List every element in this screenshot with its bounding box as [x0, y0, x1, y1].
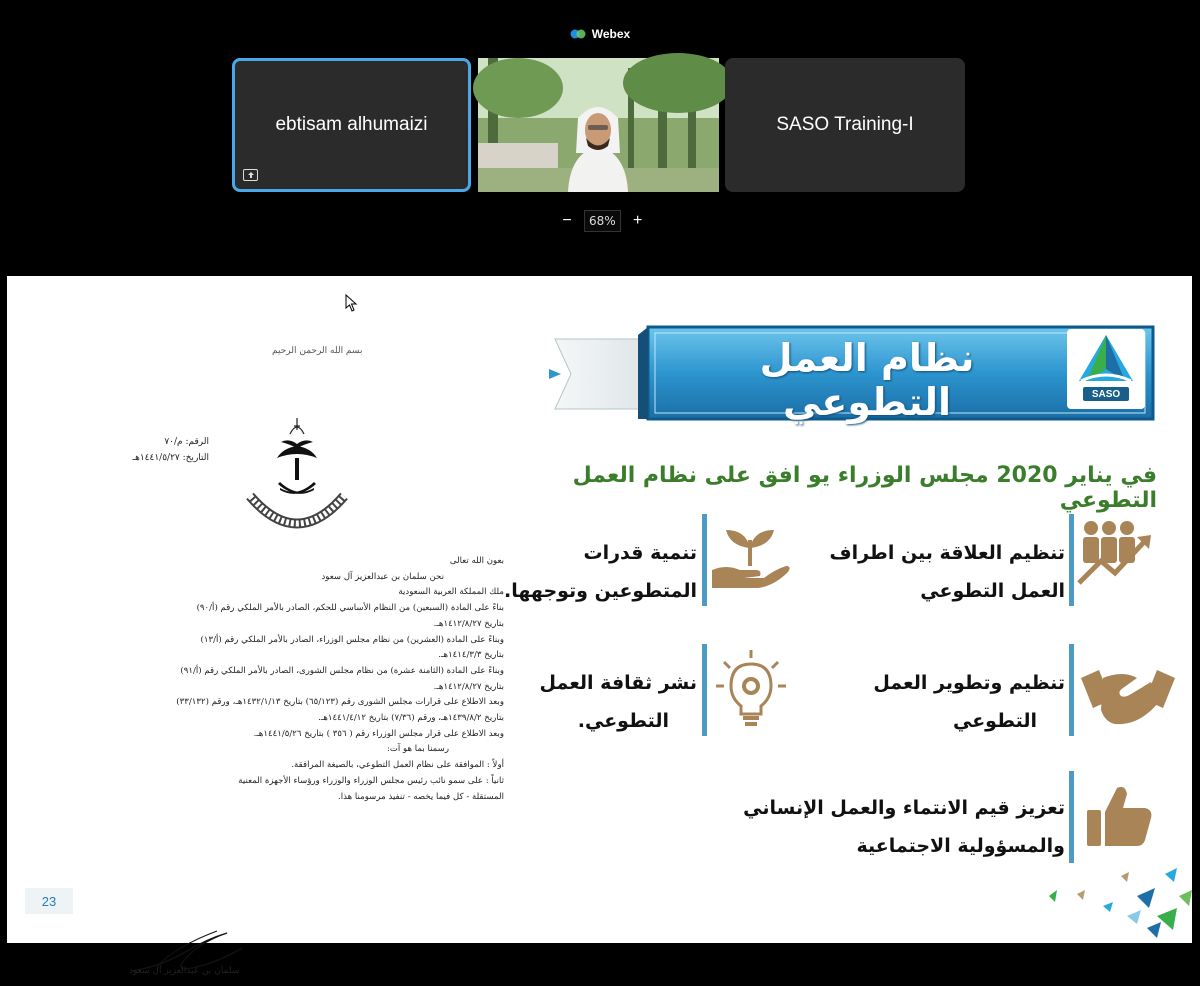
item-develop-capacities	[477, 534, 697, 610]
royal-decree-document	[87, 336, 527, 976]
item-divider	[702, 644, 707, 736]
item-line: العمل التطوعي	[920, 580, 1065, 602]
zoom-level: 68%	[584, 210, 621, 232]
decree-date: التاريخ: ١٤٤١/٥/٢٧هـ	[132, 453, 209, 463]
people-growth-icon	[1075, 519, 1155, 585]
decree-number: الرقم: م/٧٠	[164, 437, 209, 447]
item-line: التطوعي.	[577, 710, 669, 732]
item-line: التطوعي	[952, 710, 1037, 732]
decree-line: المستقلة - كل فيما يخصه - تنفيذ مرسومنا هذا.	[338, 791, 504, 802]
decree-line: بتاريخ ١٤١٤/٣/٣هـ.	[438, 650, 504, 661]
item-line: تنظيم العلاقة بين اطراف	[829, 542, 1065, 564]
participant-video-feed	[478, 58, 719, 192]
item-regulate-relationship	[787, 534, 1065, 610]
page-number: 23	[25, 888, 73, 914]
item-line: المتطوعين وتوجهها.	[504, 580, 697, 602]
item-line: نشر ثقافة العمل	[539, 672, 697, 694]
decorative-triangles	[1037, 866, 1192, 941]
decree-line: ملك المملكة العربية السعودية	[398, 587, 504, 598]
participant-name: SASO Training-I	[776, 114, 914, 135]
participant-tile-ebtisam[interactable]	[232, 58, 471, 192]
decree-line: وبناءً على المادة (العشرين) من نظام مجلس الوزراء، الصادر بالأمر الملكي رقم (أ/١٣)	[200, 634, 504, 645]
participant-tile-saso[interactable]	[725, 58, 965, 192]
item-divider	[1069, 644, 1074, 736]
decree-line: وبعد الاطلاع على قرار مجلس الوزراء رقم ( ٣٥٦ ) بتاريخ ١٤٤١/٥/٢٦هـ.	[253, 728, 504, 739]
handshake-icon	[1081, 666, 1175, 724]
basmala: بسم الله الرحمن الرحيم	[272, 346, 363, 356]
app-name: Webex	[591, 27, 631, 41]
decree-line: نحن سلمان بن عبدالعزيز آل سعود	[321, 571, 444, 582]
decree-line: رسمنا بما هو آت:	[386, 744, 449, 755]
item-divider	[702, 514, 707, 606]
saso-logo-icon	[1067, 329, 1145, 389]
decree-line: وبناءً على المادة (الثامنة عشرة) من نظام مجلس الشورى، الصادر بالأمر الملكي رقم (أ/٩١)	[180, 665, 504, 676]
item-divider	[1069, 771, 1074, 863]
participant-tile-video[interactable]	[478, 58, 719, 192]
zoom-out-button[interactable]: −	[562, 212, 572, 229]
decree-reference	[119, 434, 209, 466]
app-title	[0, 27, 1200, 41]
hand-plant-icon	[710, 526, 790, 590]
saso-logo-text: SASO	[1083, 387, 1129, 401]
signature-icon	[127, 926, 247, 986]
signature-name: سلمان بن عبدالعزيز آل سعود	[129, 966, 240, 976]
slide-subtitle: في يناير 2020 مجلس الوزراء يو افق على نظام العمل التطوعي	[572, 463, 1157, 513]
shared-slide	[7, 276, 1192, 976]
mouse-cursor-icon	[345, 294, 359, 312]
slide-title: نظام العمل التطوعي	[759, 336, 975, 424]
item-spread-culture	[477, 664, 697, 740]
decree-body	[89, 554, 504, 805]
decree-line: وبعد الاطلاع على قرارات مجلس الشورى رقم (٦٥/١٢٣) بتاريخ ١٤٣٢/١/١٣هـ، ورقم (٣٣/١٣٢)	[176, 697, 504, 708]
participant-name: ebtisam alhumaizi	[275, 114, 428, 135]
zoom-in-button[interactable]: +	[633, 212, 643, 229]
lightbulb-gear-icon	[714, 648, 788, 728]
thumbs-up-icon	[1087, 784, 1153, 848]
decree-line: بتاريخ ١٤١٢/٨/٢٧هـ.	[433, 618, 504, 629]
item-line: تنمية قدرات	[583, 542, 697, 564]
webex-logo-icon	[570, 28, 586, 40]
item-regulate-develop	[837, 664, 1065, 740]
screen-share-icon	[243, 169, 258, 181]
item-line: تنظيم وتطوير العمل	[873, 672, 1065, 694]
decree-line: بعون الله تعالى	[449, 556, 504, 566]
item-line: والمسؤولية الاجتماعية	[856, 835, 1065, 857]
decree-line: بناءً على المادة (السبعين) من النظام الأساسي للحكم، الصادر بالأمر الملكي رقم (أ/٩٠)	[196, 603, 504, 614]
item-promote-values	[707, 789, 1065, 865]
decree-line: بتاريخ ١٤١٢/٨/٢٧هـ.	[433, 681, 504, 692]
decree-line: أولاً : الموافقة على نظام العمل التطوعي، بالصيغة المرافقة.	[291, 760, 504, 771]
zoom-controls	[560, 210, 645, 232]
saudi-emblem-icon	[242, 406, 352, 536]
decree-line: بتاريخ ١٤٣٩/٨/٢هـ، ورقم (٧/٣٦) بتاريخ ١٤٤١/٤/١٢هـ.	[318, 713, 504, 724]
item-line: تعزيز قيم الانتماء والعمل الإنساني	[743, 797, 1065, 819]
decree-line: ثانياً : على سمو نائب رئيس مجلس الوزراء والوزراء ورؤساء الأجهزة المعنية	[238, 775, 504, 786]
item-divider	[1069, 514, 1074, 606]
